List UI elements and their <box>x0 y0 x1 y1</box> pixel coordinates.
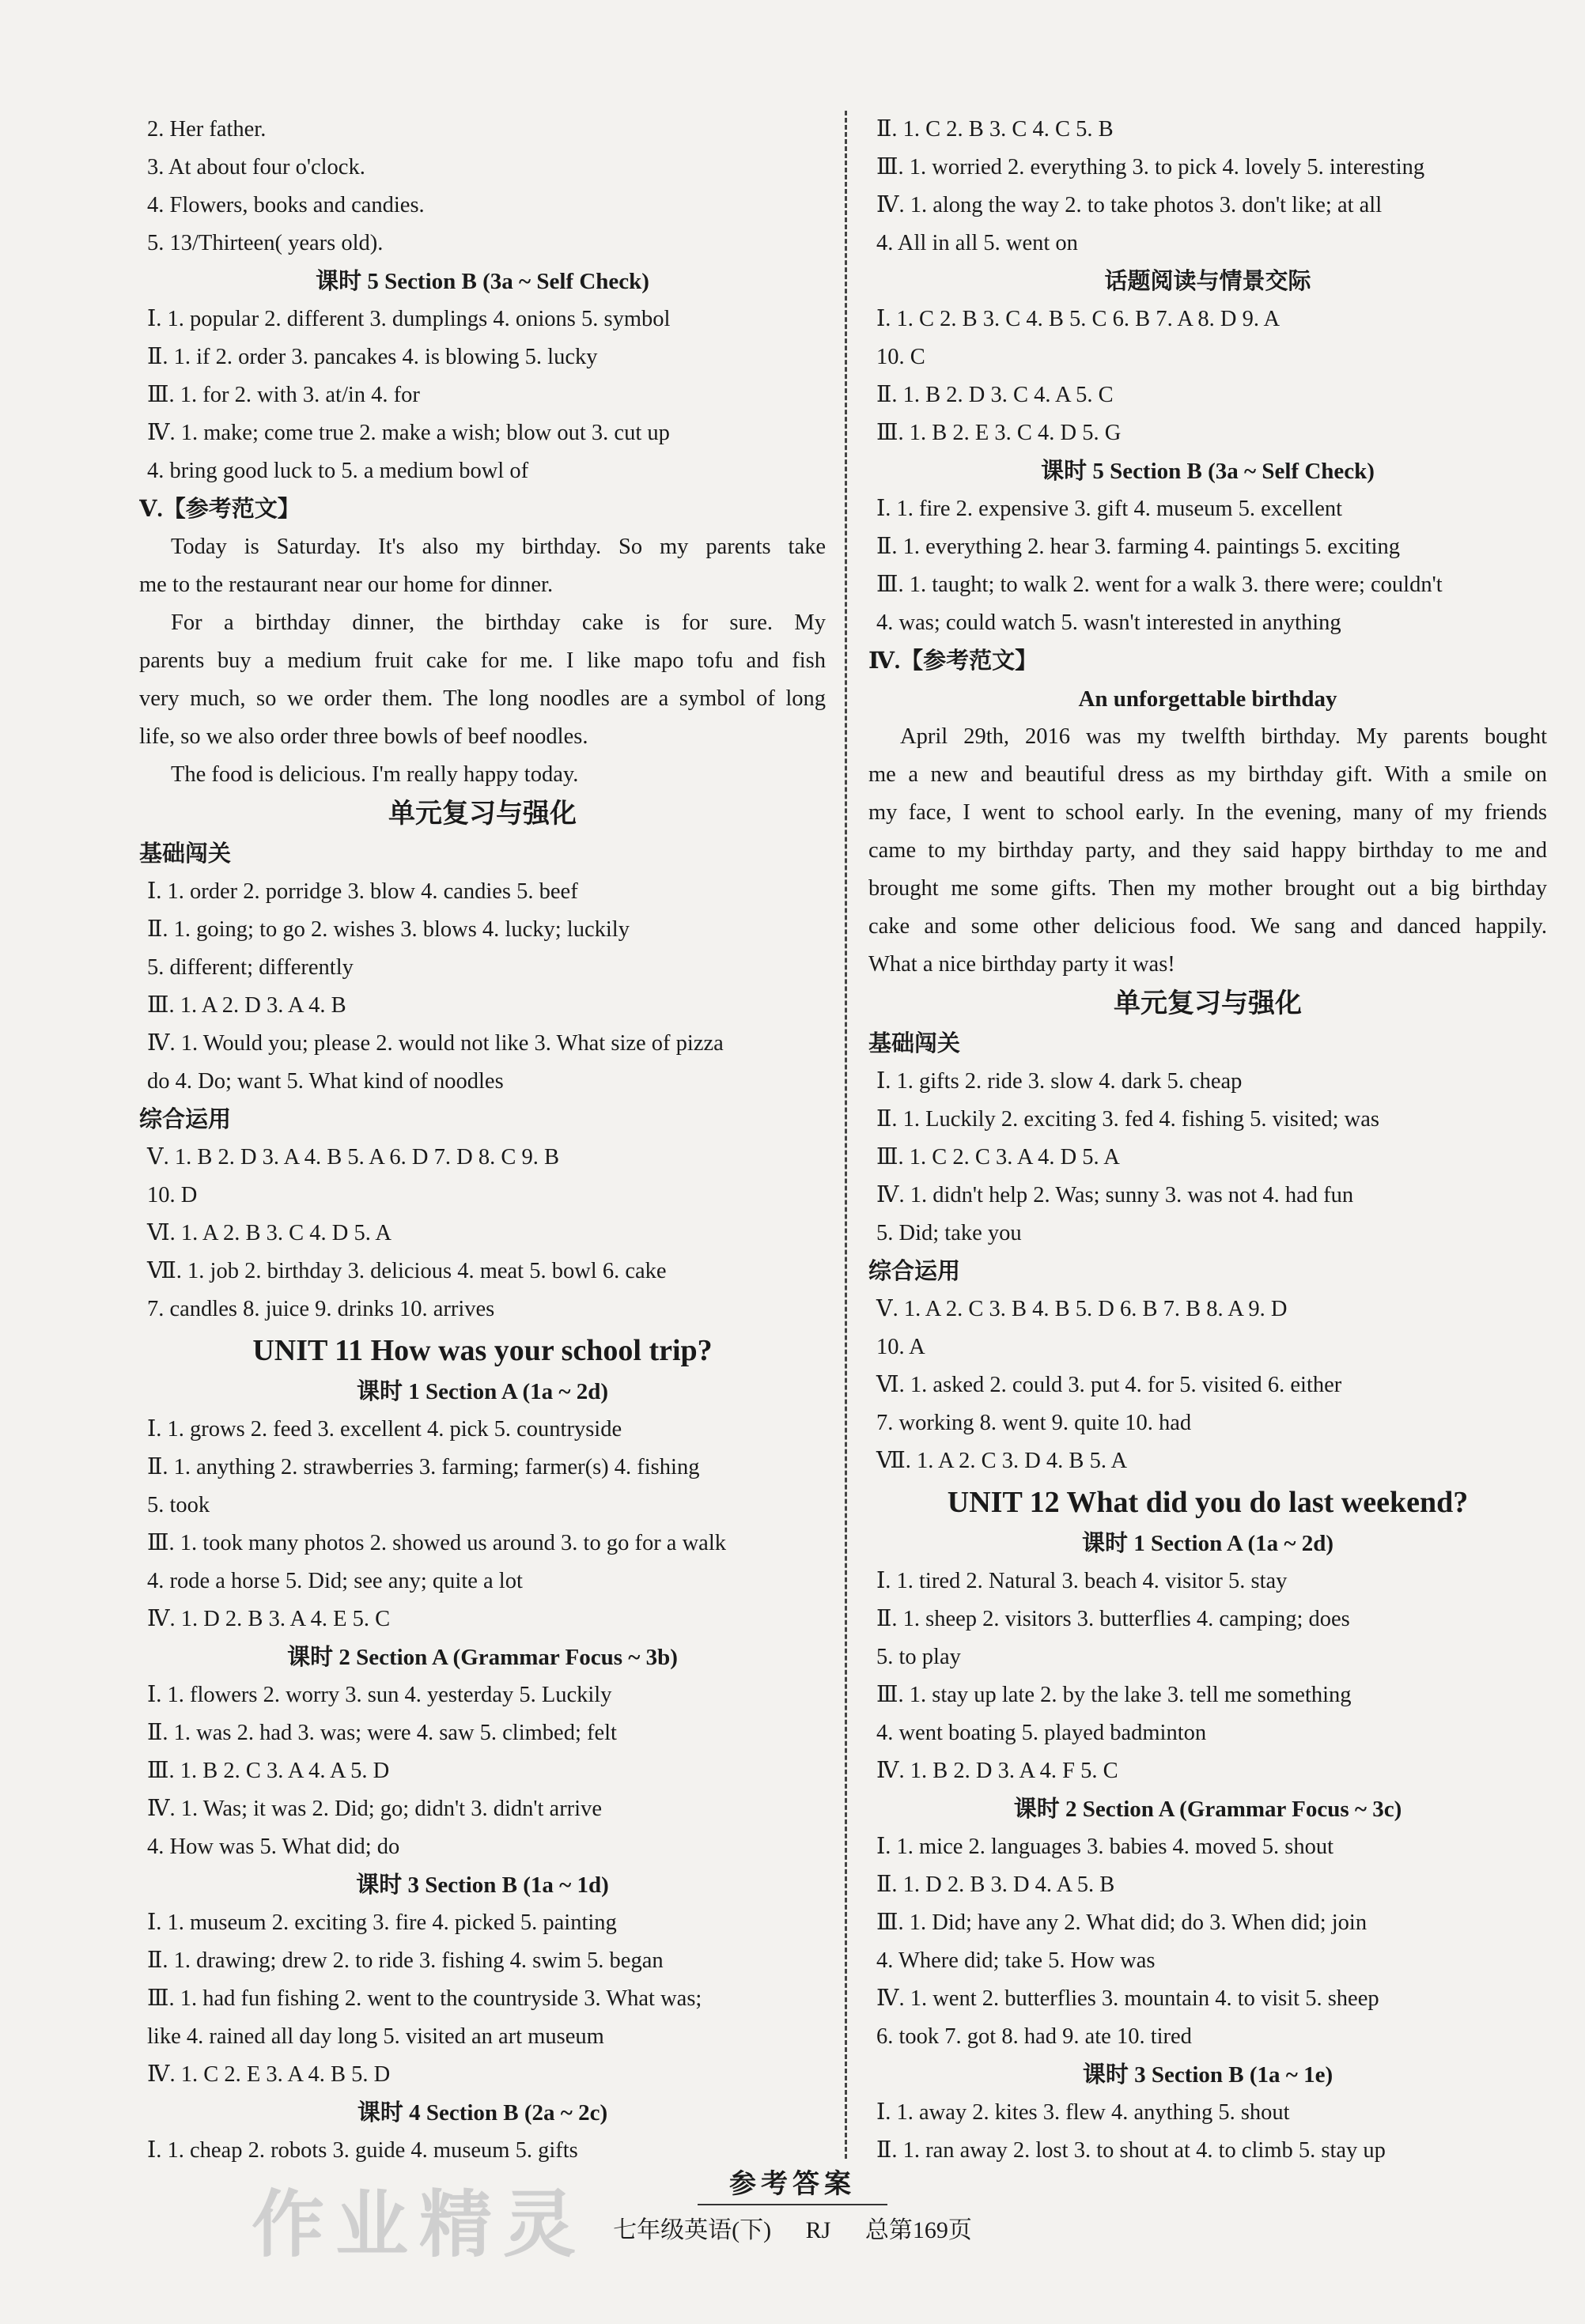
answer-line: Ⅲ. 1. had fun fishing 2. went to the countryside 3. What was; <box>147 1986 702 2011</box>
answer-line: 4. Flowers, books and candies. <box>147 193 425 217</box>
essay-line: life, so we also order three bowls of beef noodles. <box>139 724 588 749</box>
answer-line: Ⅳ. 1. Would you; please 2. would not like 3. What size of pizza <box>147 1031 724 1056</box>
answer-line: Ⅲ. 1. stay up late 2. by the lake 3. tell me something <box>876 1683 1352 1707</box>
subsection-heading: 综合运用 <box>139 1107 232 1132</box>
answer-line: Ⅳ. 1. Was; it was 2. Did; go; didn't 3. didn't arrive <box>147 1797 602 1821</box>
answer-line: Ⅲ. 1. worried 2. everything 3. to pick 4. lovely 5. interesting <box>876 155 1425 179</box>
essay-line: What a nice birthday party it was! <box>868 952 1175 977</box>
lesson-heading: 课时 2 Section A (Grammar Focus ~ 3c) <box>1013 1797 1402 1822</box>
essay-line: Today is Saturday. It's also my birthday. So my parents take <box>171 535 826 559</box>
answer-line: Ⅵ. 1. A 2. B 3. C 4. D 5. A <box>147 1221 392 1245</box>
answer-line: 10. C <box>876 345 925 369</box>
answer-line: Ⅱ. 1. was 2. had 3. was; were 4. saw 5. climbed; felt <box>147 1721 617 1745</box>
answer-line: Ⅳ. 1. didn't help 2. Was; sunny 3. was not 4. had fun <box>876 1183 1354 1207</box>
page-footer <box>0 2162 1585 2245</box>
lesson-heading: 课时 4 Section B (2a ~ 2c) <box>357 2100 608 2126</box>
answer-line: Ⅲ. 1. B 2. E 3. C 4. D 5. G <box>876 421 1122 445</box>
footer-edition: RJ <box>805 2217 831 2243</box>
answer-line: Ⅰ. 1. flowers 2. worry 3. sun 4. yesterday 5. Luckily <box>147 1683 612 1707</box>
answer-line: Ⅳ. 1. C 2. E 3. A 4. B 5. D <box>147 2062 391 2087</box>
lesson-heading: 课时 1 Section A (1a ~ 2d) <box>1082 1531 1333 1556</box>
answer-line: Ⅱ. 1. anything 2. strawberries 3. farming; farmer(s) 4. fishing <box>147 1455 700 1479</box>
answer-line: Ⅱ. 1. ran away 2. lost 3. to shout at 4. to climb 5. stay up <box>876 2138 1386 2163</box>
essay-line: my face, I went to school early. In the evening, many of my friends <box>868 800 1547 825</box>
lesson-heading: 课时 1 Section A (1a ~ 2d) <box>357 1379 608 1404</box>
answer-line: 4. bring good luck to 5. a medium bowl of <box>147 459 529 483</box>
unit-title: UNIT 12 What did you do last weekend? <box>947 1486 1469 1519</box>
answer-line: like 4. rained all day long 5. visited an art museum <box>147 2024 604 2049</box>
answer-line: Ⅱ. 1. D 2. B 3. D 4. A 5. B <box>876 1872 1115 1897</box>
answer-line: Ⅴ. 1. A 2. C 3. B 4. B 5. D 6. B 7. B 8. A 9. D <box>876 1297 1288 1321</box>
answer-line: 4. How was 5. What did; do <box>147 1835 400 1859</box>
answer-line: 5. Did; take you <box>876 1221 1022 1245</box>
answer-line: Ⅳ. 1. D 2. B 3. A 4. E 5. C <box>147 1607 391 1631</box>
answer-line: 10. D <box>147 1183 198 1207</box>
answer-line: 7. working 8. went 9. quite 10. had <box>876 1411 1192 1435</box>
section-heading: 单元复习与强化 <box>1114 989 1302 1018</box>
answer-line: do 4. Do; want 5. What kind of noodles <box>147 1069 504 1094</box>
answer-line: Ⅱ. 1. drawing; drew 2. to ride 3. fishing 4. swim 5. began <box>147 1948 664 1973</box>
answer-line: 5. took <box>147 1493 210 1517</box>
answer-line: Ⅶ. 1. A 2. C 3. D 4. B 5. A <box>876 1449 1128 1473</box>
answer-line: 5. 13/Thirteen( years old). <box>147 231 384 255</box>
answer-line: 5. different; differently <box>147 955 354 980</box>
answer-line: 6. took 7. got 8. had 9. ate 10. tired <box>876 2024 1192 2049</box>
essay-line: very much, so we order them. The long noodles are a symbol of long <box>139 686 826 711</box>
answer-line: Ⅱ. 1. everything 2. hear 3. farming 4. paintings 5. exciting <box>876 535 1401 559</box>
subsection-heading: 基础闯关 <box>139 841 232 867</box>
essay-line: cake and some other delicious food. We sang and danced happily. <box>868 914 1547 939</box>
essay-line: parents buy a medium fruit cake for me. I like mapo tofu and fish <box>139 648 826 673</box>
footer-title: 参考答案 <box>698 2162 887 2205</box>
essay-line: The food is delicious. I'm really happy today. <box>171 762 579 787</box>
lesson-heading: 课时 5 Section B (3a ~ Self Check) <box>316 269 649 294</box>
left-column <box>139 111 826 2170</box>
answer-line: 10. A <box>876 1335 925 1359</box>
subsection-heading: Ⅴ.【参考范文】 <box>139 497 301 522</box>
answer-line: Ⅰ. 1. away 2. kites 3. flew 4. anything 5. shout <box>876 2100 1290 2125</box>
answer-line: Ⅴ. 1. B 2. D 3. A 4. B 5. A 6. D 7. D 8. C 9. B <box>147 1145 559 1170</box>
essay-line: For a birthday dinner, the birthday cake is for sure. My <box>171 610 826 635</box>
answer-line: Ⅳ. 1. went 2. butterflies 3. mountain 4. to visit 5. sheep <box>876 1986 1379 2011</box>
answer-line: 4. was; could watch 5. wasn't interested in anything <box>876 610 1341 635</box>
answer-line: 4. went boating 5. played badminton <box>876 1721 1207 1745</box>
essay-line: came to my birthday party, and they said happy birthday to me and <box>868 838 1547 863</box>
watermark-text: 作业精灵 <box>252 2182 588 2267</box>
answer-line: 2. Her father. <box>147 117 267 142</box>
answer-line: 7. candles 8. juice 9. drinks 10. arrives <box>147 1297 495 1321</box>
answer-line: Ⅰ. 1. order 2. porridge 3. blow 4. candies 5. beef <box>147 879 578 904</box>
footer-grade: 七年级英语(下) <box>613 2217 772 2243</box>
answer-line: Ⅲ. 1. Did; have any 2. What did; do 3. When did; join <box>876 1910 1367 1935</box>
answer-line: Ⅲ. 1. B 2. C 3. A 4. A 5. D <box>147 1759 390 1783</box>
lesson-heading: 课时 3 Section B (1a ~ 1e) <box>1082 2062 1333 2088</box>
essay-line: brought me some gifts. Then my mother brought out a big birthday <box>868 876 1547 901</box>
essay-title: An unforgettable birthday <box>1078 686 1337 712</box>
answer-line: Ⅱ. 1. C 2. B 3. C 4. C 5. B <box>876 117 1114 142</box>
answer-line: Ⅱ. 1. if 2. order 3. pancakes 4. is blowing 5. lucky <box>147 345 598 369</box>
answer-line: Ⅲ. 1. took many photos 2. showed us around 3. to go for a walk <box>147 1531 726 1555</box>
answer-line: Ⅰ. 1. gifts 2. ride 3. slow 4. dark 5. cheap <box>876 1069 1243 1094</box>
answer-line: 4. Where did; take 5. How was <box>876 1948 1156 1973</box>
answer-line: Ⅳ. 1. along the way 2. to take photos 3. don't like; at all <box>876 193 1383 217</box>
essay-line: me a new and beautiful dress as my birthday gift. With a smile on <box>868 762 1547 787</box>
answer-line: Ⅳ. 1. B 2. D 3. A 4. F 5. C <box>876 1759 1118 1783</box>
answer-line: Ⅰ. 1. museum 2. exciting 3. fire 4. picked 5. painting <box>147 1910 617 1935</box>
answer-line: Ⅰ. 1. mice 2. languages 3. babies 4. moved 5. shout <box>876 1835 1333 1859</box>
lesson-heading: 课时 2 Section A (Grammar Focus ~ 3b) <box>287 1645 678 1670</box>
answer-line: Ⅱ. 1. sheep 2. visitors 3. butterflies 4. camping; does <box>876 1607 1350 1631</box>
subsection-heading: Ⅳ.【参考范文】 <box>868 648 1038 674</box>
subsection-heading: 综合运用 <box>868 1259 961 1284</box>
answer-line: Ⅳ. 1. make; come true 2. make a wish; blow out 3. cut up <box>147 421 670 445</box>
answer-line: 4. All in all 5. went on <box>876 231 1078 255</box>
right-column <box>868 111 1547 2170</box>
answer-line: Ⅱ. 1. going; to go 2. wishes 3. blows 4. lucky; luckily <box>147 917 630 942</box>
answer-line: Ⅲ. 1. C 2. C 3. A 4. D 5. A <box>876 1145 1120 1170</box>
answer-line: Ⅰ. 1. C 2. B 3. C 4. B 5. C 6. B 7. A 8. D 9. A <box>876 307 1280 331</box>
essay-line: me to the restaurant near our home for dinner. <box>139 572 554 597</box>
answer-line: Ⅲ. 1. A 2. D 3. A 4. B <box>147 993 346 1018</box>
section-heading: 单元复习与强化 <box>388 799 577 829</box>
lesson-heading: 课时 5 Section B (3a ~ Self Check) <box>1041 459 1375 484</box>
answer-line: Ⅱ. 1. Luckily 2. exciting 3. fed 4. fishing 5. visited; was <box>876 1107 1379 1132</box>
lesson-heading: 话题阅读与情景交际 <box>1104 269 1311 294</box>
answer-line: 5. to play <box>876 1645 961 1669</box>
answer-line: Ⅵ. 1. asked 2. could 3. put 4. for 5. visited 6. either <box>876 1373 1342 1397</box>
answer-line: Ⅰ. 1. tired 2. Natural 3. beach 4. visitor 5. stay <box>876 1569 1288 1593</box>
answer-line: Ⅱ. 1. B 2. D 3. C 4. A 5. C <box>876 383 1114 407</box>
lesson-heading: 课时 3 Section B (1a ~ 1d) <box>356 1872 609 1898</box>
answer-line: Ⅲ. 1. for 2. with 3. at/in 4. for <box>147 383 420 407</box>
answer-line: Ⅲ. 1. taught; to walk 2. went for a walk 3. there were; couldn't <box>876 572 1443 597</box>
column-divider <box>845 111 847 2159</box>
answer-line: 3. At about four o'clock. <box>147 155 365 179</box>
answer-line: 4. rode a horse 5. Did; see any; quite a lot <box>147 1569 523 1593</box>
answer-line: Ⅰ. 1. popular 2. different 3. dumplings 4. onions 5. symbol <box>147 307 671 331</box>
answer-line: Ⅰ. 1. grows 2. feed 3. excellent 4. pick 5. countryside <box>147 1417 622 1442</box>
answer-line: Ⅶ. 1. job 2. birthday 3. delicious 4. meat 5. bowl 6. cake <box>147 1259 667 1283</box>
unit-title: UNIT 11 How was your school trip? <box>252 1334 713 1367</box>
answer-line: Ⅰ. 1. cheap 2. robots 3. guide 4. museum 5. gifts <box>147 2138 578 2163</box>
footer-info <box>0 2210 1585 2245</box>
subsection-heading: 基础闯关 <box>868 1031 961 1056</box>
answer-line: Ⅰ. 1. fire 2. expensive 3. gift 4. museum 5. excellent <box>876 497 1343 521</box>
essay-line: April 29th, 2016 was my twelfth birthday. My parents bought <box>900 724 1547 749</box>
footer-page-number: 总第169页 <box>864 2217 972 2243</box>
